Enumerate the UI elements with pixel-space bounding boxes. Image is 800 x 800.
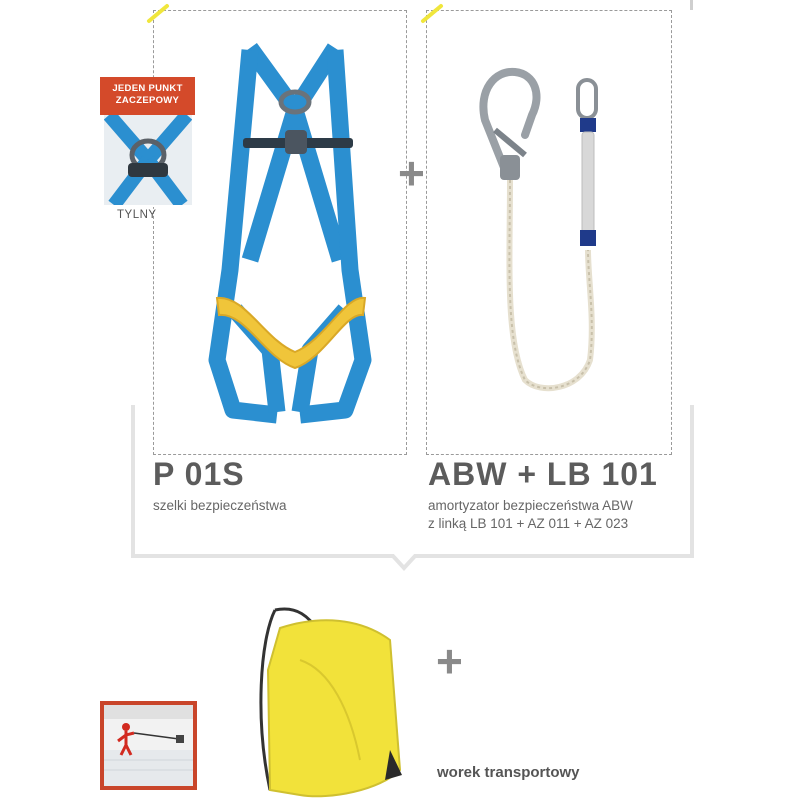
harness-image: [195, 40, 375, 430]
product-2-code: ABW + LB 101: [428, 456, 658, 492]
bag-image: [240, 600, 410, 800]
lanyard-image: [470, 60, 620, 400]
bag-label: worek transportowy: [437, 764, 580, 781]
product-2-description-line1: amortyzator bezpieczeństwa ABW: [428, 498, 633, 513]
plus-sign-2: +: [436, 635, 463, 687]
product-2-description-line2: z linką LB 101 + AZ 011 + AZ 023: [428, 516, 629, 531]
back-dring-image: [104, 115, 192, 205]
badge-caption: TYLNY: [117, 209, 157, 221]
product-1-description: szelki bezpieczeństwa: [153, 498, 287, 513]
product-1-code: P 01S: [153, 456, 245, 492]
badge-label: JEDEN PUNKT ZACZEPOWY: [100, 77, 195, 115]
marker-1-icon: [143, 3, 173, 25]
attachment-point-badge: [100, 77, 195, 207]
plus-sign-1: +: [398, 147, 425, 199]
fall-arrest-icon: [100, 701, 197, 790]
marker-2-icon: [417, 3, 447, 25]
